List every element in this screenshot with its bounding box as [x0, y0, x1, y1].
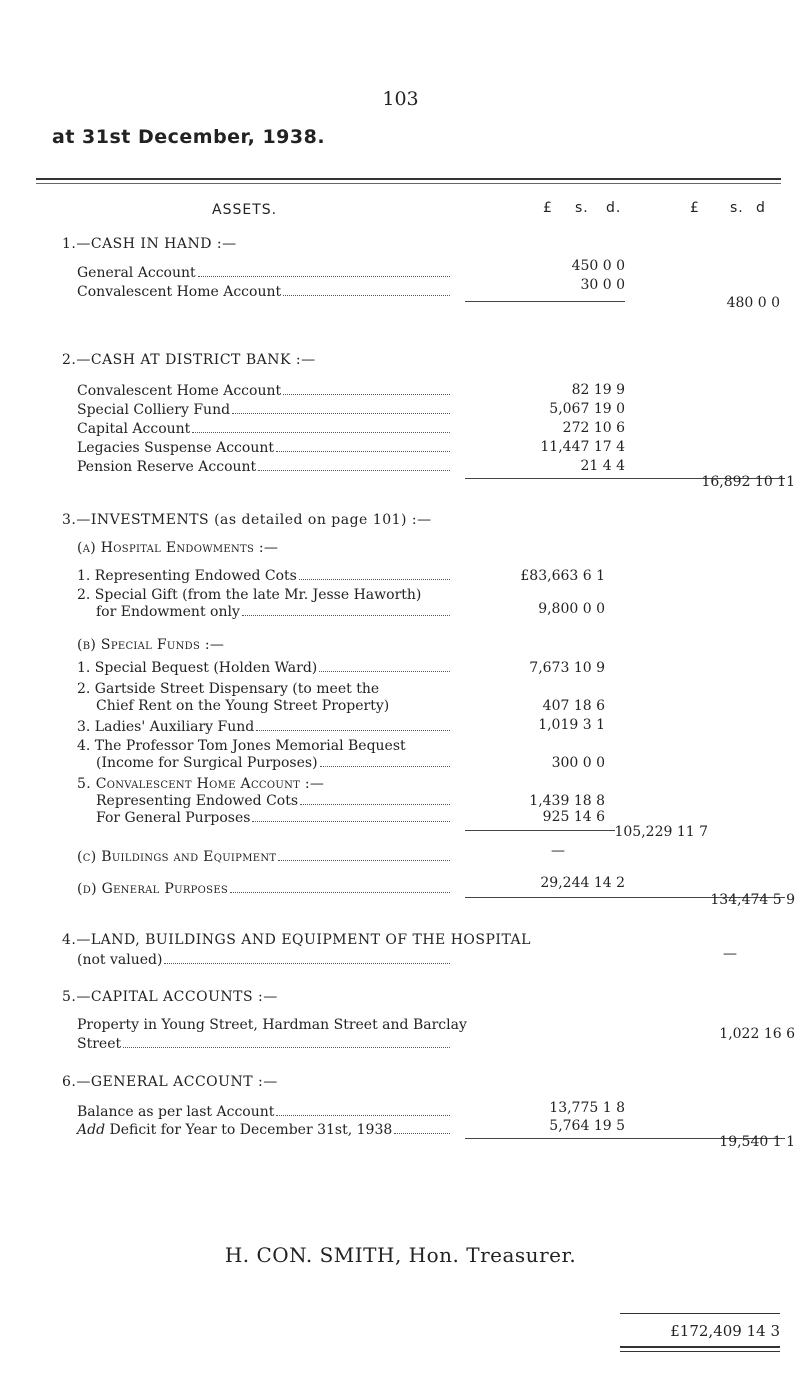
- grand-total-double-rule-1: [620, 1346, 780, 1348]
- grand-total-rule: [620, 1313, 780, 1314]
- s6-add-prefix: Add: [77, 1122, 106, 1138]
- section-2-title: 2.—CASH AT DISTRICT BANK :—: [62, 352, 316, 368]
- s2-amount-3: 272 10 6: [562, 420, 625, 436]
- s2-item-4: Legacies Suspense Account: [77, 440, 452, 456]
- s3-a2-amount: 9,800 0 0: [538, 601, 605, 617]
- s5-line2: Street: [77, 1036, 452, 1052]
- s4-total: —: [723, 946, 737, 962]
- top-rule: [36, 178, 781, 180]
- s6-amount-2: 5,764 19 5: [549, 1118, 625, 1134]
- s2-item-3: Capital Account: [77, 421, 452, 437]
- s1-amount-general: 450 0 0: [571, 258, 625, 274]
- s3-b4: (Income for Surgical Purposes): [96, 755, 452, 771]
- s3-b2-line2: Chief Rent on the Young Street Property): [96, 698, 390, 714]
- s2-item-1: Convalescent Home Account: [77, 383, 452, 399]
- s3-a1: 1. Representing Endowed Cots: [77, 568, 452, 584]
- grand-total-double-rule-2: [620, 1351, 780, 1352]
- s1-subtotal-rule: [465, 301, 625, 302]
- s6-item-1: Balance as per last Account: [77, 1104, 452, 1120]
- s2-item-5: Pension Reserve Account: [77, 459, 452, 475]
- s3-d-amount: 29,244 14 2: [540, 875, 625, 891]
- s2-amount-4: 11,447 17 4: [540, 439, 625, 455]
- s3-b2-amount: 407 18 6: [542, 698, 605, 714]
- s3-b1-amount: 7,673 10 9: [529, 660, 605, 676]
- s3-b5-line1: 5. Convalescent Home Account :—: [77, 776, 325, 792]
- s3-b3: 3. Ladies' Auxiliary Fund: [77, 719, 452, 735]
- s6-amount-1: 13,775 1 8: [549, 1100, 625, 1116]
- s6-total: 19,540 1 1: [719, 1134, 795, 1150]
- s3-b5b: For General Purposes: [96, 810, 452, 826]
- s3-b5b-amount: 925 14 6: [542, 809, 605, 825]
- s3-b1: 1. Special Bequest (Holden Ward): [77, 660, 452, 676]
- section-5-title: 5.—CAPITAL ACCOUNTS :—: [62, 989, 278, 1005]
- s2-amount-2: 5,067 19 0: [549, 401, 625, 417]
- s1-amount-convalescent: 30 0 0: [580, 277, 625, 293]
- s4-line2: (not valued): [77, 952, 452, 968]
- s1-item-convalescent: Convalescent Home Account: [77, 284, 452, 300]
- s3-c-amount: —: [551, 843, 565, 859]
- s3-b5a: Representing Endowed Cots: [96, 793, 452, 809]
- s3-a2-line1: 2. Special Gift (from the late Mr. Jesse Haworth): [77, 587, 422, 603]
- section-1-title: 1.—CASH IN HAND :—: [62, 236, 237, 252]
- col-shillings-2: s.: [730, 200, 744, 216]
- top-rule-thin: [36, 183, 781, 184]
- s3-b4-line1: 4. The Professor Tom Jones Memorial Bequest: [77, 738, 406, 754]
- s1-item-general: General Account: [77, 265, 452, 281]
- col-pence-2: d: [756, 200, 766, 216]
- s5-total: 1,022 16 6: [719, 1026, 795, 1042]
- s3-a1-amount: £83,663 6 1: [520, 568, 605, 584]
- section-3-title: 3.—INVESTMENTS (as detailed on page 101) :—: [62, 512, 432, 528]
- col-pounds-2: £: [690, 200, 700, 216]
- s3-b2-line1: 2. Gartside Street Dispensary (to meet the: [77, 681, 380, 697]
- s2-total: 16,892 10 11: [701, 474, 795, 490]
- page-number: 103: [382, 88, 419, 110]
- s3-c: (c) Buildings and Equipment: [77, 849, 452, 865]
- s2-amount-1: 82 19 9: [571, 382, 625, 398]
- s2-amount-5: 21 4 4: [580, 458, 625, 474]
- s3-d: (d) General Purposes: [77, 881, 452, 897]
- s5-line1: Property in Young Street, Hardman Street and Barclay: [77, 1017, 467, 1033]
- treasurer-signature: H. CON. SMITH, Hon. Treasurer.: [224, 1243, 577, 1267]
- s2-item-2: Special Colliery Fund: [77, 402, 452, 418]
- s6-item-2: [77, 1122, 452, 1138]
- col-pence-1: d.: [606, 200, 622, 216]
- s1-total: 480 0 0: [726, 295, 780, 311]
- s3-b3-amount: 1,019 3 1: [538, 717, 605, 733]
- section-6-title: 6.—GENERAL ACCOUNT :—: [62, 1074, 278, 1090]
- assets-heading: ASSETS.: [212, 202, 278, 218]
- s6-item-2-label: Deficit for Year to December 31st, 1938: [105, 1122, 393, 1138]
- s3-a2: for Endowment only: [96, 604, 452, 620]
- s3-b4-amount: 300 0 0: [551, 755, 605, 771]
- s3-total: 134,474 5 9: [710, 892, 795, 908]
- s3-ab-total: 105,229 11 7: [614, 824, 708, 840]
- col-pounds-1: £: [543, 200, 553, 216]
- section-4-title: 4.—LAND, BUILDINGS AND EQUIPMENT OF THE HOSPITAL: [62, 932, 531, 948]
- grand-total: £172,409 14 3: [670, 1322, 780, 1340]
- s3-b5a-amount: 1,439 18 8: [529, 793, 605, 809]
- s3-a-title: (a) Hospital Endowments :—: [77, 540, 279, 556]
- col-shillings-1: s.: [575, 200, 589, 216]
- date-heading: at 31st December, 1938.: [52, 126, 326, 148]
- s3-b-title: (b) Special Funds :—: [77, 637, 225, 653]
